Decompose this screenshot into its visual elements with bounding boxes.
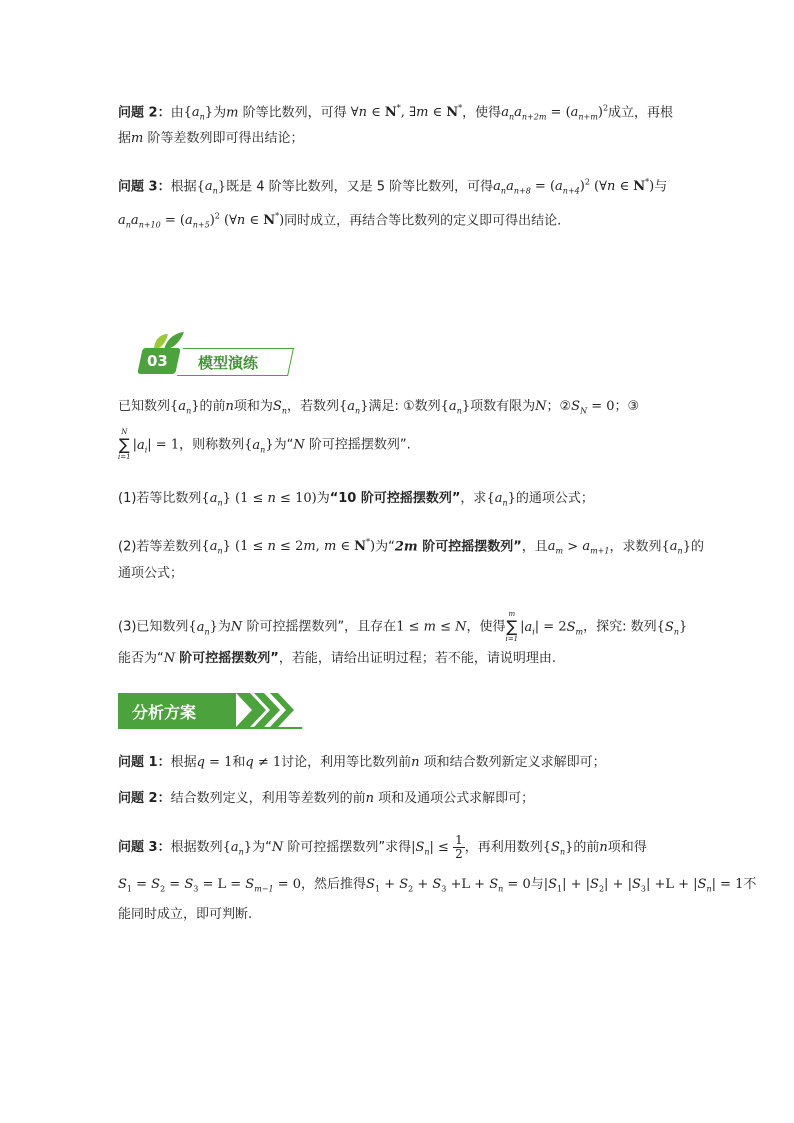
text-line: $a_na_{n+10} = (a_{n+5})^2$ (∀n ∈ N*)同时成立，再结合等比数列的定义即可得出结论. [118, 212, 562, 230]
section-number: 03 [147, 352, 168, 370]
text-line: (2)若等差数列$\{a_n\} (1 \le n \le 2m$, m ∈ N*)为“2m 阶可控摇摆数列”，且$a_m > a_{m+1}$，求数列$\{a_n\}$的 [118, 538, 704, 556]
text-line: 问题 2：结合数列定义，利用等差数列的前n 项和及通项公式求解即可； [118, 791, 535, 806]
text-line: 问题 3：根据$\{a_n\}$既是 4 阶等比数列，又是 5 阶等比数列，可得$a_na_{n+8} = (a_{n+4})^2$ (∀n ∈ N*)与 [118, 178, 668, 196]
text-line: 通项公式； [118, 566, 184, 581]
analysis-header [118, 693, 302, 729]
text-line: (3)已知数列$\{a_n\}$为N 阶可控摇摆数列”，且存在1 ≤ m ≤ N，使得 m ∑ i=1 $|a_i| = 2S_m$，探究: 数列$\{S_n\}$ [118, 610, 688, 643]
text-line: N ∑ i=1 $|a_i| = 1$，则称数列$\{a_n\}$为“N 阶可控摇摆数列”. [118, 428, 411, 461]
text-line: 已知数列$\{a_n\}$的前n项和为$S_n$，若数列$\{a_n\}$满足: ①数列$\{a_n\}$项数有限为N；$②S_N = 0$；③ [118, 399, 640, 416]
text-line: 据m 阶等差数列即可得出结论； [118, 131, 304, 146]
stripes-icon [236, 693, 302, 727]
text-line: 问题 3：根据数列$\{a_n\}$为“N 阶可控摇摆数列”求得$|S_n|$ ≤ $\frac{1}{2}$ ，再利用数列$\{S_n\}$的前n项和得 [118, 833, 647, 861]
text-line: 问题 1：根据q = 1和q ≠ 1讨论，利用等比数列前n 项和结合数列新定义求解即可； [118, 755, 606, 770]
analysis-underline [118, 727, 302, 729]
text-line: (1)若等比数列$\{a_n\} (1 \le n \le 10)$为“10 阶可控摇摆数列”，求$\{a_n\}$的通项公式； [118, 491, 594, 508]
section-title: 模型演练 [198, 354, 259, 372]
text-line: 问题 2：由$\{a_n\}$为m 阶等比数列，可得 ∀n ∈ N*, ∃m ∈ N*，使得$a_na_{n+2m} = (a_{n+m})^2$成立，再根 [118, 104, 674, 122]
analysis-title: 分析方案 [132, 703, 197, 722]
section-header [118, 330, 308, 380]
text-line: $S_1 = S_2 = S_3 = L = S_{m-1} = 0$，然后推得$S_1 + S_2 + S_3 +L + S_n = 0$与$|S_1| + |S_2| + |S_3| +L + |S_n| = 1$不 [118, 877, 757, 894]
text-line: 能否为“N 阶可控摇摆数列”，若能，请给出证明过程；若不能，请说明理由. [118, 651, 556, 666]
text-line: 能同时成立，即可判断. [118, 907, 253, 922]
